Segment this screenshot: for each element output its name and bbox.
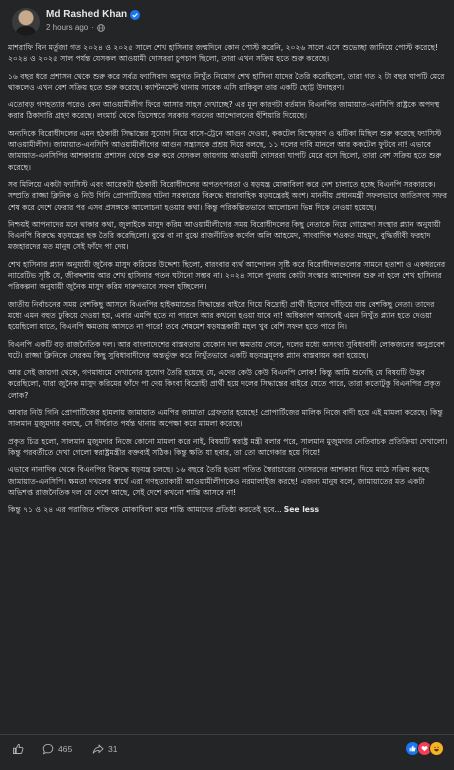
post-paragraph: বিএনপি একটি বড় রাজনৈতিক দল। আর বাংলাদেশের বাস্তবতায় যেকোন দল ক্ষমতায় গেলে, দলের মধ্যে অসংখ্য সুবিধাবাদী লোকজনের অনুপ্রবেশ ঘটে। রাজ্জা ক্লিনিকে সেরকম কিছু সুবিধাবাদীদের অন্তর্ভুক্ত করে নিখুঁতভাবে একটি ষড়যন্ত্রমূলক প্ল্যান বাস্তবায়ন করা হয়েছে। [8,339,446,360]
post-timestamp[interactable]: 2 hours ago [46,23,89,32]
post-paragraph: শেখ হাসিনার প্ল্যান অনুযায়ী জুনৈক মাসুদ করিমের উদ্দেশ্য ছিলো, বারংবার ব্যর্থ আন্দোলন সৃষ্টি করে বিরোধীদলগুলোর সামনে হতাশা ও একধরনের ন্যারেটিভ সৃষ্টি যে, জীবদ্দশায় আর শেখ হাসিনার পতন ঘটানো সম্ভব না। ২০২৪ সালে পুনরায় কোটা সংস্কার আন্দোলন শুরু না হলে শেখ হাসিনার পরিকল্পনা অনুযায়ী জুনৈক মাসুদ করিম দারুণভাবে সফল হচ্ছিলেন। [8,259,446,292]
post-paragraph: এতোবড় গণহত্যার পরেও কেন আওয়ামীলীগ ফিরে আসার সাহস দেখাচ্ছে? এর মূল কারণটা বর্তমান বিএনপির জামায়াত-এনসিপি রাষ্ট্রকে অপদস্থ করার ঠিকাদারি গ্রহণ করেছে। লংমার্চ থেকে ডিসেম্বরে সরকার পতনের আন্দোলনের হুঁশিয়ারি দিয়েছে। [8,100,440,121]
thumbs-up-icon [12,743,24,755]
reaction-summary[interactable] [405,741,444,756]
post-paragraph-text: কিন্তু ৭১ ও ২৪ এর পরাজিত শক্তিকে মোকাবিলা করে শান্তি আমাদের প্রতিষ্ঠা করতেই হবে... [8,505,282,515]
post-paragraph: আর সেই জায়গা থেকে, গণমাধ্যমে দেখানোর সুযোগ তৈরি হয়েছে যে, এদের কেউ কেউ বিএনপি লোক! কিন্তু আমি শুনেছি যে বিষয়টি উদ্ভব করেছিলো, যারা জুনৈক মাসুদ করিমের ফাঁদে পা দেয় কিংবা বিদ্রোহী প্রার্থী হয়ে দলের সিদ্ধান্তের বাইরে যেতে পারে, তারা কতোটুকু বিএনপির প্রকৃত লোক? [8,368,441,400]
post-footer [0,734,454,770]
post-header [0,0,454,44]
see-less-link[interactable]: See less [283,505,319,515]
share-count: 31 [108,744,118,754]
comment-icon [42,743,54,755]
verified-badge-icon [130,10,140,20]
share-button[interactable] [92,743,117,755]
post-body [8,42,448,728]
post-paragraph: সব মিলিয়ে একটা ফ্যাসিস্ট এবং আরেকটা হঠকারী বিরোধীদলের অপতৎপরতা ও ষড়যন্ত্র মোকাবিলা করে দেশ চালাতে হচ্ছে বিএনপি সরকারকে। সম্প্রতি রাজ্জা ক্লিনিক ও নিউ গিনি প্রোপার্টিজের ঘটনা সরকারের বিরুদ্ধে ধারাবাহিক ষড়যন্ত্রেরই অংশ। মাননীয় প্রধানমন্ত্রী সফলভাবে জাতিসংঘ সফর শেষ করে দেশে ফেরার পর এসব প্রসঙ্গকে আলোচনা হওয়ার কথা। কিন্তু পরিকল্পিতভাবে আলোচনা ভিন্ন দিকে নেওয়া হয়েছে। [8,179,448,212]
post-paragraph: প্রকৃত চিত্র হলো, সালমান মুজুমদার নিজে কোনো মামলা করে নাই, বিষয়টি স্বরাষ্ট্র মন্ত্রী বলার পরে, সালমান মুজুমদার নেতিবাচক প্রতিক্রিয়া দেখালো। কিন্তু পরবর্তীতে দেখা গেলো স্বরাষ্ট্রমন্ত্রীর বক্তব্যই সঠিক। কিন্তু ক্ষতি যা হবার, তা তো আগেকার হয়ে গিয়ে! [8,436,448,457]
author-name[interactable]: Md Rashed Khan [46,9,128,20]
comment-count: 465 [58,744,73,754]
share-icon [92,743,104,755]
post-paragraph: নিশ্চয়ই আপনাদের মনে থাকার কথা, জুলাইকে মাসুদ করিম আওয়ামীলীগের সময় বিরোধীদলের কিছু নেতাকে নিয়ে গোয়েন্দা সংস্থার প্ল্যান অনুযায়ী বিএনপি বিরুদ্ধে ষড়যন্ত্রের ছক তৈরি করেছিলো। বুঝে বা না বুঝে রাজনীতিক কর্ণেল অলি আহমেদ, সাংবাদিক শওকত মাহমুদ, বুদ্ধিজীবী ফরহাদ মজহারদের মত মানুষ সেই ফাঁদে পা দেয়। [8,219,441,252]
comment-button[interactable] [42,743,72,755]
haha-reaction-icon [429,741,444,756]
post-meta [46,23,105,32]
post-paragraph: অন্যদিকে বিরোধীদলের এমন হঠকারী সিদ্ধান্তের সুযোগ নিয়ে বাসে-ট্রেনে আগুন দেওয়া, ককটেল বিস্ফোরণ ও ঝটিকা মিছিল শুরু করেছে ফ্যাসিস্ট আওয়ামীলীগ। জামায়াত-এনসিপি আওয়ামীলীগের আগুন সন্ত্রাসকে প্রশ্রয় দিয়ে বলছে, ১১ দলের দাবি মানলে আর ককটেল ফুটবে না! এভাবে জামায়াত-এনসিপির আশকারায় প্রশাসন থেকে শুরু করে যেসকল জায়গায় আওয়ামী দোসররা ঘাপটি মেরে বসে ছিলো, তারা বেশ সক্রিয় হতে শুরু করেছে। [8,128,442,172]
like-button[interactable] [12,743,24,755]
post-paragraph: মাশরাফি বিন মর্তুজা গত ২০২৪ ও ২০২৫ সালে শেখ হাসিনার জন্মদিনে কোন পোস্ট করেনি, ২০২৬ সালে এসে শুভেচ্ছা জানিয়ে পোস্ট করেছে! ২০২৪ ও ২০২৫ সাল পর্যন্ত যেসকল আওয়ামী দোসররা চুপচাপ ছিলো, তারা এখন সক্রিয় হতে শুরু করেছে। [8,43,439,64]
post-paragraph: জাতীয় নির্বাচনের সময় বেশকিছু আসনে বিএনপির হাইকমান্ডের সিদ্ধান্তের বাইরে গিয়ে বিদ্রোহী প্রার্থী হিসেবে দাঁড়িয়ে যায় বেশকিছু নেতা। তাদের মধ্যে এমন বহুত ঢুকিয়ে দেওয়া হয়, এবার এমপি হতে না পারলে আর কখনো হওয়া যাবে না! অধিকাংশ আসনেই এমন নিখুঁত প্ল্যান হতে দেওয়া হয়েছিলো যাতে, বিএনপি ক্ষমতায় আসতে না পারে! তবে শেষমেশ ষড়যন্ত্রকারী মহল খুব বেশি সফল হতে পারে নি। [8,299,435,332]
globe-icon[interactable] [97,24,105,32]
author-row [46,9,140,20]
avatar[interactable] [12,8,40,36]
meta-separator: · [91,23,94,32]
post-paragraph: ১৬ বছর ধরে প্রশাসন থেকে শুরু করে সর্বত্র ফ্যাসিবাদ অনুগত নিখুঁত নিয়োগ শেখ হাসিনা যাদের তৈরি করেছিলো, তারা গত ২ টা বছর ঘাপটি মেরে থাকলেও এখন বেশ সক্রিয় হতে শুরু করেছে। ক্যান্টনমেন্ট থানায় সাবেক এসি রাকিবুল তার একটি ছোট্ট উদাহরণ। [8,71,445,92]
post-paragraph: আবার নিউ গিনি প্রোপার্টিজের হামলায় জামায়াত এমপির জামাতা গ্রেফতার হয়েছে! প্রোপার্টিজের মালিক নিজে বাদী হয়ে এই মামলা করেছে। কিন্তু সালমান মুজুমদার বলছে, সে দীর্ঘরাত পর্যন্ত থানায় অপেক্ষা করে মামলা করেছে। [8,408,443,429]
post-last-paragraph [8,504,448,515]
post-paragraph: এভাবে নানাদিক থেকে বিএনপির বিরুদ্ধে ষড়যন্ত্র চলছে। ১৬ বছরে তৈরি হওয়া পতিত স্বৈরাচারের দোসরদের আশকারা দিয়ে মাঠে সক্রিয় করছে জামায়াত-এনসিপি। ক্ষমতা দখলের স্বার্থে এরা গণহত্যাকারী আওয়ামীলীগকেও নরমালাইজ করছে! এজন্য মানুষ বলে, জামায়াতের মত একটা অভিশপ্ত রাজনৈতিক দল যে দেশে আছে, সেই দেশে কখনো শান্তি আসবে না! [8,465,430,497]
